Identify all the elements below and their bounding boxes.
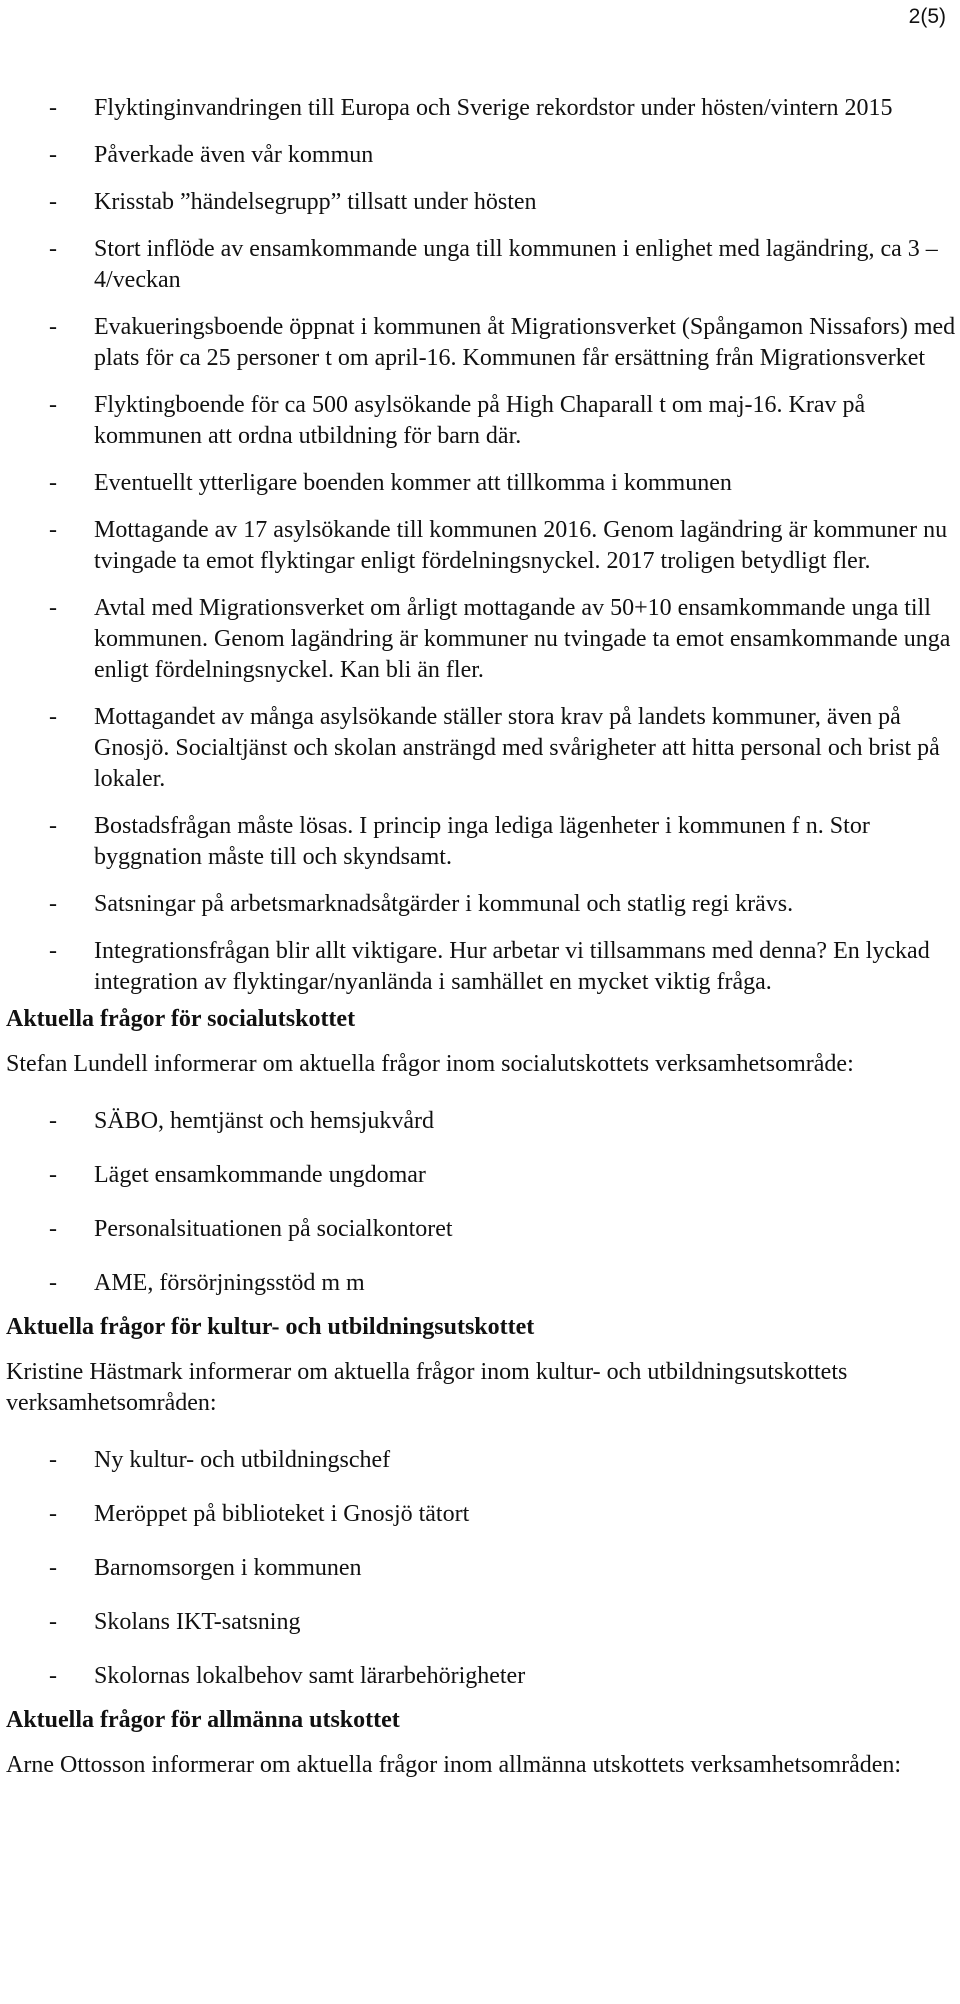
list-item: - Personalsituationen på socialkontoret: [6, 1214, 956, 1245]
list-item: - Evakueringsboende öppnat i kommunen åt Migrationsverket (Spångamon Nissafors) med plats för ca 25 personer t om april-16. Kommunen får ersättning från Migrationsverket: [6, 312, 956, 374]
list-item: - Mottagandet av många asylsökande ställer stora krav på landets kommuner, även på Gnosjö. Socialtjänst och skolan ansträngd med svårigheter att hitta personal och brist på lokaler.: [6, 702, 956, 795]
list-item: - Eventuellt ytterligare boenden kommer att tillkomma i kommunen: [6, 468, 956, 499]
list-item: - Påverkade även vår kommun: [6, 140, 956, 171]
list-item: - Meröppet på biblioteket i Gnosjö tätort: [6, 1499, 956, 1530]
list-item: - Bostadsfrågan måste lösas. I princip inga lediga lägenheter i kommunen f n. Stor byggnation måste till och skyndsamt.: [6, 811, 956, 873]
section-heading-social: Aktuella frågor för socialutskottet: [6, 1006, 356, 1032]
section-intro-culture: Kristine Hästmark informerar om aktuella frågor inom kultur- och utbildningsutskottets verksamhetsområden:: [6, 1359, 848, 1416]
list-item: - Stort inflöde av ensamkommande unga till kommunen i enlighet med lagändring, ca 3 – 4/veckan: [6, 234, 956, 296]
page-number: 2(5): [908, 5, 946, 28]
list-item: - AME, försörjningsstöd m m: [6, 1268, 956, 1299]
section-heading-general: Aktuella frågor för allmänna utskottet: [6, 1707, 400, 1733]
list-item: - Flyktingboende för ca 500 asylsökande på High Chaparall t om maj-16. Krav på kommunen att ordna utbildning för barn där.: [6, 390, 956, 452]
section-intro-social: Stefan Lundell informerar om aktuella frågor inom socialutskottets verksamhetsområde:: [6, 1051, 854, 1077]
culture-list: [6, 1445, 956, 1692]
list-item: - Barnomsorgen i kommunen: [6, 1553, 956, 1584]
list-item: - Integrationsfrågan blir allt viktigare. Hur arbetar vi tillsammans med denna? En lyckad integration av flyktingar/nyanlända i samhället en mycket viktig fråga.: [6, 936, 956, 998]
migration-list: [6, 93, 956, 998]
document-body: [6, 93, 956, 1807]
social-list: [6, 1106, 956, 1299]
list-item: - Satsningar på arbetsmarknadsåtgärder i kommunal och statlig regi krävs.: [6, 889, 956, 920]
section-heading-culture: Aktuella frågor för kultur- och utbildningsutskottet: [6, 1314, 535, 1340]
list-item: - Krisstab ”händelsegrupp” tillsatt under hösten: [6, 187, 956, 218]
list-item: - SÄBO, hemtjänst och hemsjukvård: [6, 1106, 956, 1137]
list-item: - Läget ensamkommande ungdomar: [6, 1160, 956, 1191]
list-item: - Skolornas lokalbehov samt lärarbehörigheter: [6, 1661, 956, 1692]
section-intro-general: Arne Ottosson informerar om aktuella frågor inom allmänna utskottets verksamhetsområden:: [6, 1752, 902, 1778]
list-item: - Skolans IKT-satsning: [6, 1607, 956, 1638]
list-item: - Flyktinginvandringen till Europa och Sverige rekordstor under hösten/vintern 2015: [6, 93, 956, 124]
list-item: - Avtal med Migrationsverket om årligt mottagande av 50+10 ensamkommande unga till kommunen. Genom lagändring är kommuner nu tvingade ta emot ensamkommande unga enligt fördelningsnyckel. Kan bli än fler.: [6, 593, 956, 686]
list-item: - Ny kultur- och utbildningschef: [6, 1445, 956, 1476]
list-item: - Mottagande av 17 asylsökande till kommunen 2016. Genom lagändring är kommuner nu tvingade ta emot flyktingar enligt fördelningsnyckel. 2017 troligen betydligt fler.: [6, 515, 956, 577]
